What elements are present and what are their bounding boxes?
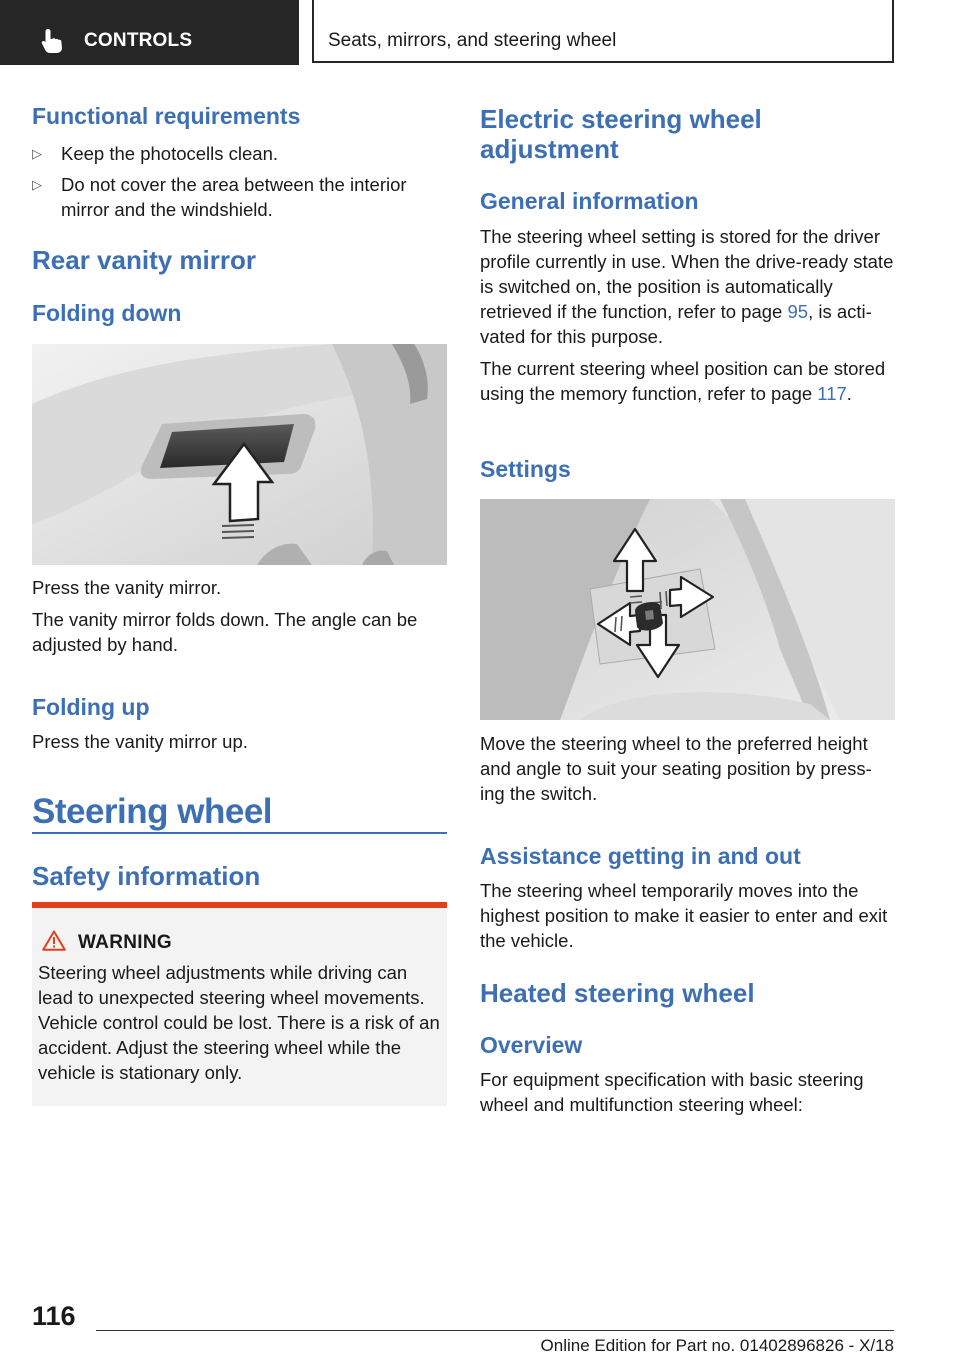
paragraph: Press the vanity mirror up. xyxy=(32,731,248,752)
steering-switch-drawing xyxy=(480,499,895,720)
header-section-tab xyxy=(0,0,299,65)
header-chapter-box xyxy=(312,0,894,63)
footer-rule xyxy=(96,1330,894,1331)
vanity-mirror-illustration xyxy=(32,344,447,565)
heading-safety-information: Safety information xyxy=(32,861,261,891)
footer-edition: Online Edition for Part no. 01402896826 - X/18 xyxy=(540,1336,894,1355)
warning-text: Steering wheel adjustments while driving can lead to unexpected steering wheel movements. Vehicle control could be lost. There is a risk of an accident. Adjust the steering wheel while the vehicle is stationary only. xyxy=(38,962,440,1083)
paragraph: The vanity mirror folds down. The angle can be adjusted by hand. xyxy=(32,609,418,655)
page-link-95[interactable]: 95 xyxy=(787,301,809,322)
paragraph: Press the vanity mirror. xyxy=(32,577,222,598)
paragraph-general-2: The current steering wheel position can be stored using the memory function, refer to page 117. xyxy=(480,358,886,404)
warning-triangle-icon xyxy=(42,930,66,951)
steering-adjust-switch-illustration xyxy=(480,499,895,720)
heading-rear-vanity-mirror: Rear vanity mirror xyxy=(32,245,256,275)
heading-steering-wheel: Steering wheel xyxy=(32,792,273,831)
paragraph-settings: Move the steering wheel to the preferred height and angle to suit your seating position by press-ing the switch. xyxy=(480,733,872,804)
paragraph-assistance: The steering wheel temporarily moves into the highest position to make it easier to enter and exit the vehicle. xyxy=(480,880,888,951)
warning-box xyxy=(32,902,447,1106)
heading-folding-up: Folding up xyxy=(32,694,150,720)
heading-folding-down: Folding down xyxy=(32,300,182,326)
header-chapter-title: Seats, mirrors, and steering wheel xyxy=(328,30,617,51)
heading-underline xyxy=(32,832,447,834)
heading-heated-steering-wheel: Heated steering wheel xyxy=(480,978,755,1008)
heading-assistance-getting-in-and-out: Assistance getting in and out xyxy=(480,843,801,869)
heading-functional-requirements: Functional requirements xyxy=(32,103,301,129)
warning-title: WARNING xyxy=(78,932,172,953)
bullet-triangle-icon: ▷ xyxy=(32,177,42,192)
header-section-label: CONTROLS xyxy=(84,30,193,51)
bullet-item: ▷ Keep the photocells clean. xyxy=(32,143,279,164)
vanity-mirror-drawing xyxy=(32,344,447,565)
heading-general-information: General information xyxy=(480,188,699,214)
heading-settings: Settings xyxy=(480,456,571,482)
heading-overview: Overview xyxy=(480,1032,583,1058)
bullet-item: ▷ Do not cover the area between the interior mirror and the windshield. xyxy=(32,174,407,220)
paragraph-overview: For equipment specification with basic steering wheel and multifunction steering wheel: xyxy=(480,1069,864,1115)
paragraph-general-1: The steering wheel setting is stored for the driver profile currently in use. When the drive-ready state is switched on, the position is automatically retrieved if the function, refer to page 95, is acti-vated for this purpose. xyxy=(480,226,894,347)
page-number: 116 xyxy=(32,1301,76,1331)
pointing-hand-icon xyxy=(40,28,64,54)
bullet-triangle-icon: ▷ xyxy=(32,146,42,161)
page-link-117[interactable]: 117 xyxy=(817,383,847,404)
heading-electric-steering-wheel-adjustment: Electric steering wheel adjustment xyxy=(480,104,762,164)
